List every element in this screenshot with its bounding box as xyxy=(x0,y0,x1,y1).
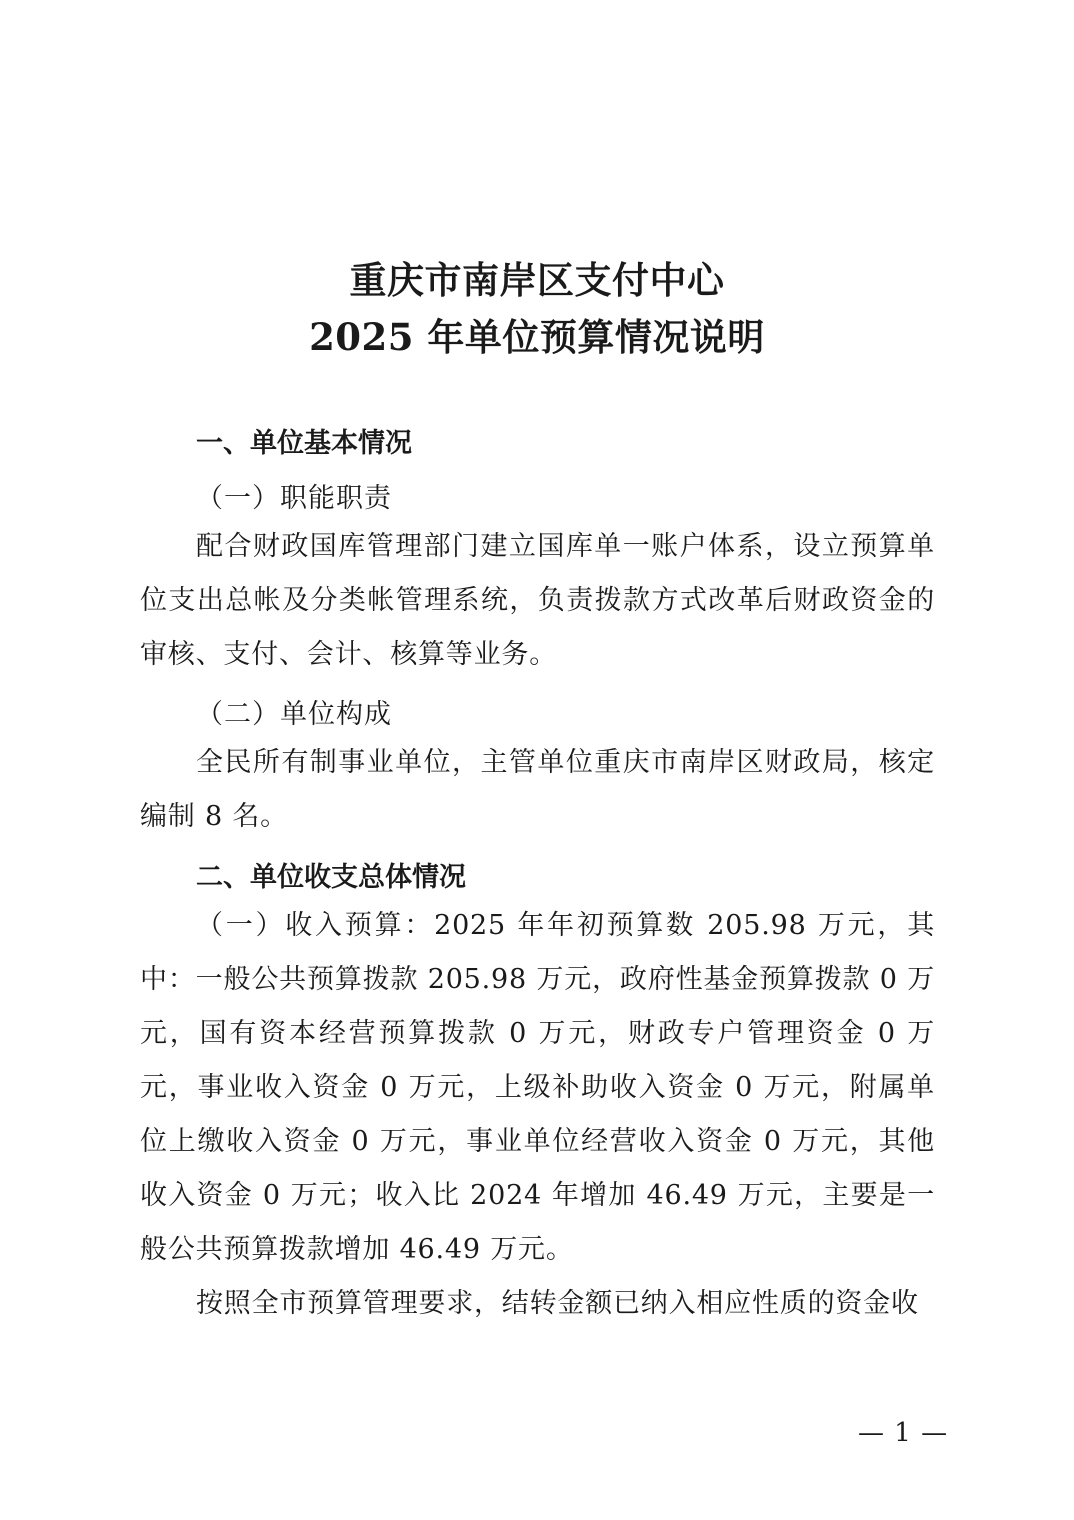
section1-sub2-text: 全民所有制事业单位，主管单位重庆市南岸区财政局，核定编制 8 名。 xyxy=(140,747,935,832)
section2-carryover-text: 按照全市预算管理要求，结转金额已纳入相应性质的资金收 xyxy=(196,1288,919,1319)
section1-heading: 一、单位基本情况 xyxy=(196,428,412,459)
section1-sub1-text: 配合财政国库管理部门建立国库单一账户体系，设立预算单位支出总帐及分类帐管理系统，负责拨款方式改革后财政资金的审核、支付、会计、核算等业务。 xyxy=(140,531,935,670)
section2-heading: 二、单位收支总体情况 xyxy=(196,862,466,893)
document-title-line1: 重庆市南岸区支付中心 xyxy=(349,258,725,302)
section1-sub2-heading: （二）单位构成 xyxy=(196,699,392,730)
page-number: — 1 — xyxy=(858,1418,949,1448)
section1-sub1-heading: （一）职能职责 xyxy=(196,483,392,514)
document-title-line2: 2025 年单位预算情况说明 xyxy=(309,315,765,359)
section2-income-text: （一）收入预算：2025 年年初预算数 205.98 万元，其中：一般公共预算拨款 205.98 万元，政府性基金预算拨款 0 万元，国有资本经营预算拨款 0 万元，财政专户管理资金 0 万元，事业收入资金 0 万元，上级补助收入资金 0 万元，附属单位上缴收入资金 0 万元，事业单位经营收入资金 0 万元，其他收入资金 0 万元；收入比 2024 年增加 46.49 万元，主要是一般公共预算拨款增加 46.49 万元。 xyxy=(140,910,935,1265)
